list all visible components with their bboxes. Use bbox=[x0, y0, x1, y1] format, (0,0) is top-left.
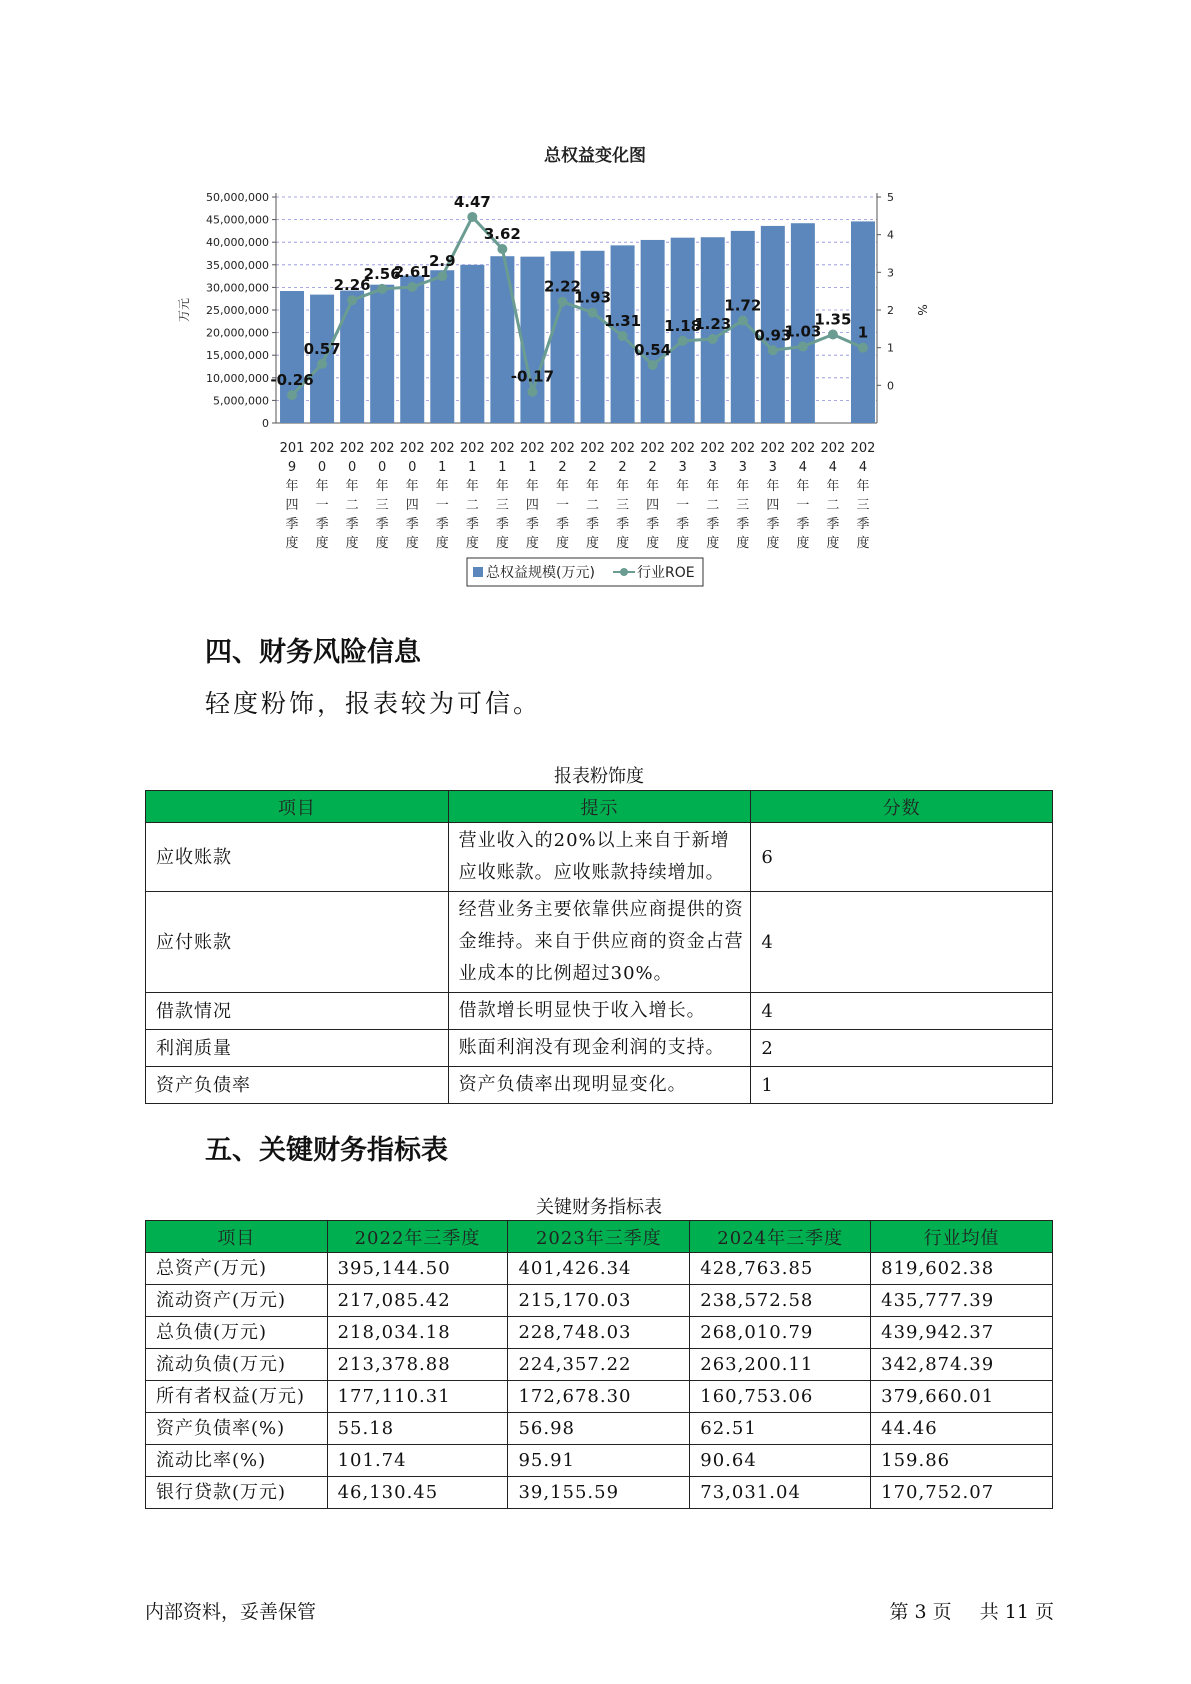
table-row bbox=[146, 993, 1053, 1030]
fin-item: 资产负债率(%) bbox=[146, 1413, 328, 1445]
roe-point bbox=[437, 271, 447, 281]
fin-2022q3: 395,144.50 bbox=[327, 1253, 508, 1285]
fin-2022q3: 101.74 bbox=[327, 1445, 508, 1477]
fin-item: 流动负债(万元) bbox=[146, 1349, 328, 1381]
fin-2022q3: 218,034.18 bbox=[327, 1317, 508, 1349]
category-year-label: 202 bbox=[670, 441, 696, 456]
fin-2023q3: 95.91 bbox=[508, 1445, 690, 1477]
table-row bbox=[146, 1413, 1053, 1445]
table-row bbox=[146, 1349, 1053, 1381]
bar bbox=[520, 257, 544, 423]
bar bbox=[400, 276, 424, 423]
risk-table bbox=[145, 790, 1053, 1104]
category-quarter-label: 2 年四季度 bbox=[646, 460, 660, 551]
category-year-label: 202 bbox=[369, 441, 395, 456]
footer-confidential: 内部资料，妥善保管 bbox=[145, 1601, 317, 1623]
category-quarter-label: 1 年三季度 bbox=[495, 460, 509, 551]
tick-label-right: 5 bbox=[887, 191, 894, 204]
roe-data-label: 2.56 bbox=[363, 264, 401, 283]
fin-industry-avg: 170,752.07 bbox=[871, 1477, 1053, 1509]
bar bbox=[280, 291, 304, 423]
table-row bbox=[146, 1253, 1053, 1285]
risk-item: 借款情况 bbox=[146, 993, 449, 1030]
category-quarter-label: 0 年四季度 bbox=[405, 460, 419, 551]
y-axis-left-label: 万元 bbox=[177, 297, 191, 323]
category-quarter-label: 4 年二季度 bbox=[826, 460, 840, 551]
risk-table-header bbox=[146, 791, 1053, 823]
bar bbox=[340, 291, 364, 423]
tick-label-left: 0 bbox=[262, 417, 269, 430]
category-quarter-label: 2 年三季度 bbox=[616, 460, 630, 551]
risk-summary: 轻度粉饰，报表较为可信。 bbox=[205, 689, 542, 718]
risk-tip: 借款增长明显快于收入增长。 bbox=[448, 993, 751, 1030]
fin-item: 总负债(万元) bbox=[146, 1317, 328, 1349]
category-year-label: 202 bbox=[489, 441, 515, 456]
tick-label-right: 3 bbox=[887, 266, 894, 280]
roe-data-label: 0.54 bbox=[634, 340, 672, 359]
tick-label-left: 5,000,000 bbox=[213, 394, 269, 408]
fin-2023q3: 56.98 bbox=[508, 1413, 690, 1445]
section4-heading: 四、财务风险信息 bbox=[205, 637, 421, 668]
risk-score: 6 bbox=[751, 823, 1053, 892]
bar bbox=[370, 285, 394, 423]
roe-point bbox=[317, 359, 327, 369]
fin-industry-avg: 819,602.38 bbox=[871, 1253, 1053, 1285]
bar bbox=[490, 256, 514, 423]
table-row bbox=[146, 823, 1053, 892]
fin-item: 流动资产(万元) bbox=[146, 1285, 328, 1317]
roe-data-label: 4.47 bbox=[453, 192, 491, 211]
roe-data-label: 0.93 bbox=[754, 326, 792, 345]
category-year-label: 202 bbox=[820, 441, 846, 456]
roe-point bbox=[678, 336, 688, 346]
fin-2024q3: 62.51 bbox=[690, 1413, 871, 1445]
header-2022q3: 2022年三季度 bbox=[327, 1221, 508, 1253]
roe-data-label: 2.9 bbox=[428, 252, 456, 271]
table-row bbox=[146, 1381, 1053, 1413]
risk-item: 利润质量 bbox=[146, 1030, 449, 1067]
bar bbox=[460, 265, 484, 423]
roe-data-label: 1.93 bbox=[574, 288, 612, 307]
roe-point bbox=[557, 297, 567, 307]
fin-2024q3: 238,572.58 bbox=[690, 1285, 871, 1317]
fin-2023q3: 172,678.30 bbox=[508, 1381, 690, 1413]
tick-label-right: 1 bbox=[887, 341, 894, 355]
financial-indicator-table bbox=[145, 1220, 1053, 1509]
category-quarter-label: 4 年一季度 bbox=[796, 460, 810, 551]
roe-data-label: 1.03 bbox=[784, 322, 822, 341]
header-2023q3: 2023年三季度 bbox=[508, 1221, 690, 1253]
roe-point bbox=[287, 390, 297, 400]
roe-point bbox=[858, 343, 868, 353]
fin-2023q3: 228,748.03 bbox=[508, 1317, 690, 1349]
bar bbox=[430, 270, 454, 423]
category-quarter-label: 1 年一季度 bbox=[435, 460, 449, 551]
category-quarter-label: 0 年一季度 bbox=[315, 460, 329, 551]
roe-point bbox=[648, 360, 658, 370]
roe-point bbox=[618, 331, 628, 341]
category-year-label: 202 bbox=[309, 441, 335, 456]
roe-data-label: 1.72 bbox=[724, 296, 762, 315]
roe-point bbox=[347, 295, 357, 305]
table-row bbox=[146, 1030, 1053, 1067]
fin-2024q3: 160,753.06 bbox=[690, 1381, 871, 1413]
roe-data-label: 1 bbox=[857, 323, 869, 342]
category-year-label: 202 bbox=[610, 441, 635, 456]
roe-data-label: -0.17 bbox=[510, 367, 555, 386]
roe-point bbox=[377, 284, 387, 294]
fin-2022q3: 55.18 bbox=[327, 1413, 508, 1445]
fin-industry-avg: 379,660.01 bbox=[871, 1381, 1053, 1413]
category-year-label: 201 bbox=[279, 441, 305, 456]
category-year-label: 202 bbox=[520, 441, 545, 456]
roe-data-label: 1.35 bbox=[814, 310, 852, 329]
fin-item: 流动比率(%) bbox=[146, 1445, 328, 1477]
category-year-label: 202 bbox=[640, 441, 666, 456]
header-tip: 提示 bbox=[448, 791, 751, 823]
tick-label-left: 15,000,000 bbox=[206, 349, 269, 363]
fin-item: 所有者权益(万元) bbox=[146, 1381, 328, 1413]
y-axis-right-label: % bbox=[915, 304, 929, 316]
tick-label-left: 40,000,000 bbox=[206, 236, 269, 250]
category-quarter-label: 4 年三季度 bbox=[856, 460, 870, 551]
roe-data-label: 3.62 bbox=[483, 224, 521, 243]
roe-point bbox=[708, 334, 718, 344]
category-year-label: 202 bbox=[459, 441, 485, 456]
category-year-label: 202 bbox=[700, 441, 726, 456]
tick-label-right: 2 bbox=[887, 304, 894, 317]
category-year-label: 202 bbox=[580, 441, 605, 456]
fin-2024q3: 90.64 bbox=[690, 1445, 871, 1477]
table-row bbox=[146, 1445, 1053, 1477]
bar bbox=[641, 240, 665, 423]
risk-tip: 营业收入的20%以上来自于新增应收账款。应收账款持续增加。 bbox=[448, 823, 751, 892]
table-row bbox=[146, 1067, 1053, 1104]
header-item: 项目 bbox=[146, 1221, 328, 1253]
fin-item: 总资产(万元) bbox=[146, 1253, 328, 1285]
fin-industry-avg: 159.86 bbox=[871, 1445, 1053, 1477]
fin-2024q3: 263,200.11 bbox=[690, 1349, 871, 1381]
category-year-label: 202 bbox=[339, 441, 365, 456]
category-year-label: 202 bbox=[399, 441, 425, 456]
legend-bar-swatch bbox=[473, 567, 483, 577]
category-quarter-label: 9 年四季度 bbox=[285, 460, 299, 551]
category-quarter-label: 0 年三季度 bbox=[375, 460, 389, 551]
fin-2022q3: 46,130.45 bbox=[327, 1477, 508, 1509]
roe-point bbox=[828, 329, 838, 339]
header-2024q3: 2024年三季度 bbox=[690, 1221, 871, 1253]
category-year-label: 202 bbox=[790, 441, 816, 456]
roe-point bbox=[527, 387, 537, 397]
page-total: 共 11 页 bbox=[979, 1601, 1054, 1623]
fin-2022q3: 217,085.42 bbox=[327, 1285, 508, 1317]
risk-tip: 账面利润没有现金利润的支持。 bbox=[448, 1030, 751, 1067]
section5-heading: 五、关键财务指标表 bbox=[205, 1135, 448, 1166]
category-year-label: 202 bbox=[550, 441, 575, 456]
fin-industry-avg: 342,874.39 bbox=[871, 1349, 1053, 1381]
roe-data-label: -0.26 bbox=[270, 371, 314, 390]
tick-label-right: 0 bbox=[887, 379, 894, 393]
roe-data-label: 2.22 bbox=[543, 277, 581, 296]
fin-2023q3: 215,170.03 bbox=[508, 1285, 690, 1317]
risk-tip: 资产负债率出现明显变化。 bbox=[448, 1067, 751, 1104]
tick-label-right: 4 bbox=[887, 228, 894, 242]
roe-point bbox=[738, 316, 748, 326]
bar bbox=[581, 251, 605, 423]
category-quarter-label: 1 年二季度 bbox=[465, 460, 479, 551]
tick-label-left: 30,000,000 bbox=[206, 281, 269, 295]
fin-2023q3: 39,155.59 bbox=[508, 1477, 690, 1509]
header-score: 分数 bbox=[751, 791, 1053, 823]
category-quarter-label: 3 年四季度 bbox=[766, 460, 780, 551]
legend-bar-label: 总权益规模(万元) bbox=[486, 565, 595, 581]
chart-title: 总权益变化图 bbox=[544, 146, 646, 166]
risk-table-caption: 报表粉饰度 bbox=[554, 766, 644, 787]
roe-data-label: 1.23 bbox=[694, 315, 732, 334]
risk-score: 4 bbox=[751, 892, 1053, 993]
category-year-label: 202 bbox=[429, 441, 455, 456]
fin-item: 银行贷款(万元) bbox=[146, 1477, 328, 1509]
risk-score: 2 bbox=[751, 1030, 1053, 1067]
fin-industry-avg: 439,942.37 bbox=[871, 1317, 1053, 1349]
tick-label-left: 45,000,000 bbox=[206, 213, 269, 227]
fin-2022q3: 177,110.31 bbox=[327, 1381, 508, 1413]
roe-point bbox=[467, 212, 477, 222]
roe-data-label: 0.57 bbox=[303, 339, 341, 358]
tick-label-left: 50,000,000 bbox=[206, 191, 269, 204]
roe-data-label: 1.31 bbox=[604, 311, 642, 330]
fin-2023q3: 401,426.34 bbox=[508, 1253, 690, 1285]
fin-2024q3: 428,763.85 bbox=[690, 1253, 871, 1285]
category-quarter-label: 0 年二季度 bbox=[345, 460, 359, 551]
roe-data-label: 2.61 bbox=[393, 263, 431, 282]
fin-2024q3: 73,031.04 bbox=[690, 1477, 871, 1509]
roe-point bbox=[768, 345, 778, 355]
equity-chart bbox=[170, 140, 960, 600]
fin-2024q3: 268,010.79 bbox=[690, 1317, 871, 1349]
category-quarter-label: 1 年四季度 bbox=[525, 460, 539, 551]
category-quarter-label: 3 年二季度 bbox=[706, 460, 720, 551]
bar bbox=[851, 221, 875, 423]
roe-point bbox=[407, 282, 417, 292]
fin-2022q3: 213,378.88 bbox=[327, 1349, 508, 1381]
category-year-label: 202 bbox=[850, 441, 876, 456]
tick-label-left: 25,000,000 bbox=[206, 304, 269, 317]
tick-label-left: 20,000,000 bbox=[206, 326, 269, 340]
header-item: 项目 bbox=[146, 791, 449, 823]
footer-pagination bbox=[884, 1597, 1054, 1624]
risk-item: 资产负债率 bbox=[146, 1067, 449, 1104]
tick-label-left: 10,000,000 bbox=[206, 371, 269, 385]
fin-2023q3: 224,357.22 bbox=[508, 1349, 690, 1381]
legend-line-label: 行业ROE bbox=[637, 565, 695, 581]
fin-table-header bbox=[146, 1221, 1053, 1253]
tick-label-left: 35,000,000 bbox=[206, 258, 269, 272]
category-year-label: 202 bbox=[730, 441, 756, 456]
category-quarter-label: 2 年二季度 bbox=[586, 460, 600, 551]
roe-point bbox=[798, 342, 808, 352]
risk-score: 1 bbox=[751, 1067, 1053, 1104]
roe-point bbox=[588, 308, 598, 318]
risk-score: 4 bbox=[751, 993, 1053, 1030]
table-row bbox=[146, 1285, 1053, 1317]
bar bbox=[310, 295, 334, 423]
fin-industry-avg: 44.46 bbox=[871, 1413, 1053, 1445]
table-row bbox=[146, 892, 1053, 993]
table-row bbox=[146, 1317, 1053, 1349]
category-quarter-label: 2 年一季度 bbox=[555, 460, 569, 551]
legend-line-marker bbox=[620, 568, 628, 576]
fin-table-caption: 关键财务指标表 bbox=[536, 1197, 662, 1218]
page-number: 第 3 页 bbox=[889, 1601, 952, 1623]
category-quarter-label: 3 年三季度 bbox=[736, 460, 750, 551]
roe-data-label: 1.18 bbox=[664, 316, 702, 335]
category-year-label: 202 bbox=[760, 441, 786, 456]
fin-industry-avg: 435,777.39 bbox=[871, 1285, 1053, 1317]
bar bbox=[761, 226, 785, 423]
risk-tip: 经营业务主要依靠供应商提供的资金维持。来自于供应商的资金占营业成本的比例超过30%。 bbox=[448, 892, 751, 993]
roe-data-label: 2.26 bbox=[333, 276, 371, 295]
roe-point bbox=[497, 244, 507, 254]
risk-item: 应付账款 bbox=[146, 892, 449, 993]
table-row bbox=[146, 1477, 1053, 1509]
category-quarter-label: 3 年一季度 bbox=[676, 460, 690, 551]
header-industry-avg: 行业均值 bbox=[871, 1221, 1053, 1253]
risk-item: 应收账款 bbox=[146, 823, 449, 892]
